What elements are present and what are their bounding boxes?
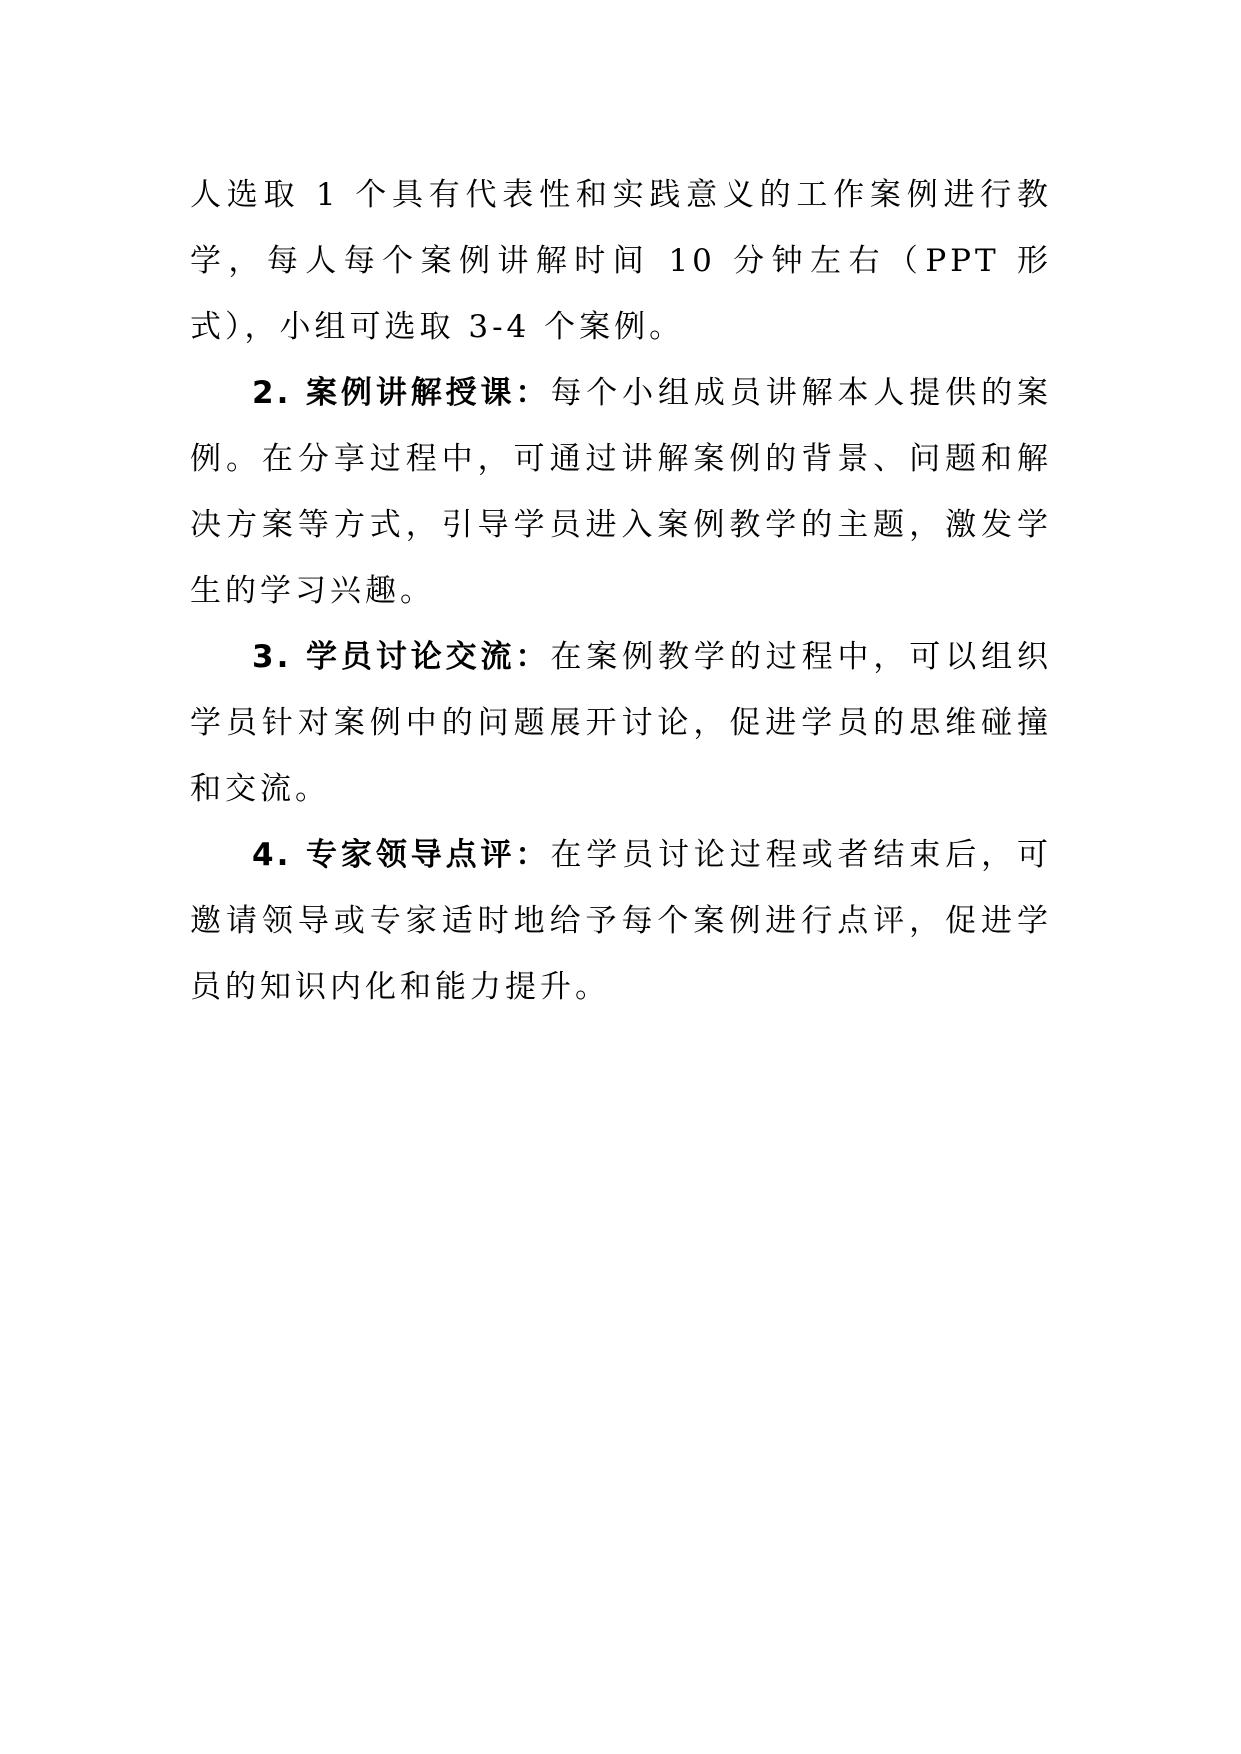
paragraph-text: 在学员讨论过程或者结束后，可邀请领导或专家适时地给予每个案例进行点评，促进学员的知识内化和能力提升。 bbox=[190, 837, 1053, 1005]
paragraph-heading: 2. 案例讲解授课： bbox=[252, 375, 551, 411]
document-body bbox=[190, 162, 1052, 1020]
paragraph-heading: 3. 学员讨论交流： bbox=[252, 639, 551, 675]
paragraph-text: 人选取 1 个具有代表性和实践意义的工作案例进行教学，每人每个案例讲解时间 10 分钟左右（PPT 形式），小组可选取 3-4 个案例。 bbox=[190, 177, 1052, 345]
paragraph-text: 每个小组成员讲解本人提供的案例。在分享过程中，可通过讲解案例的背景、问题和解决方案等方式，引导学员进入案例教学的主题，激发学生的学习兴趣。 bbox=[190, 375, 1053, 609]
paragraph-text: 在案例教学的过程中，可以组织学员针对案例中的问题展开讨论，促进学员的思维碰撞和交流。 bbox=[190, 639, 1053, 807]
paragraph-case-lecture bbox=[190, 360, 1052, 624]
paragraph-student-discussion bbox=[190, 624, 1052, 822]
paragraph-heading: 4. 专家领导点评： bbox=[252, 837, 551, 873]
paragraph-case-selection bbox=[190, 162, 1052, 360]
paragraph-expert-review bbox=[190, 822, 1052, 1020]
